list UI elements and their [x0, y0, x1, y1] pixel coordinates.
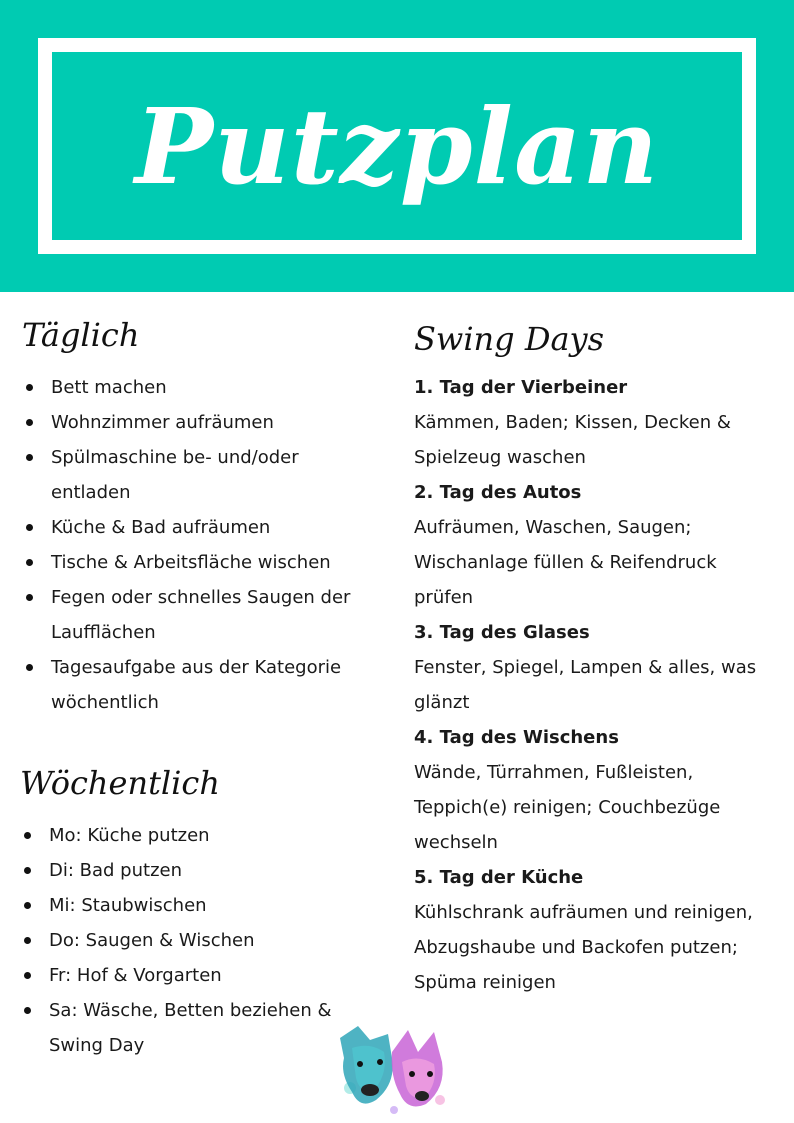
dogs-watercolor-illustration-icon [330, 1018, 460, 1118]
list-item: Tische & Arbeitsfläche wischen [22, 545, 372, 580]
swing-day-text: Fenster, Spiegel, Lampen & alles, was glänzt [414, 657, 757, 713]
swing-day-title: 3. Tag des Glases [414, 622, 590, 643]
swing-day-text: Wände, Türrahmen, Fußleisten, Teppich(e) reinigen; Couchbezüge wechseln [414, 762, 721, 853]
swing-day-text: Kühlschrank aufräumen und reinigen, Abzugshaube und Backofen putzen; Spüma reinigen [414, 902, 753, 993]
page-title: Putzplan [134, 84, 660, 208]
header-banner [0, 0, 794, 292]
swing-day-title: 2. Tag des Autos [414, 482, 582, 503]
list-item: Fegen oder schnelles Saugen der Laufflächen [22, 580, 372, 650]
swing-day-title: 4. Tag des Wischens [414, 727, 619, 748]
swing-day-text: Aufräumen, Waschen, Saugen; Wischanlage füllen & Reifendruck prüfen [414, 517, 717, 608]
list-taeglich [22, 370, 372, 720]
heading-swing-days: Swing Days [414, 320, 605, 358]
swing-day-title: 5. Tag der Küche [414, 867, 584, 888]
list-item: Spülmaschine be- und/oder entladen [22, 440, 372, 510]
list-woechentlich [20, 818, 350, 1063]
title-frame [38, 38, 756, 254]
list-item: Sa: Wäsche, Betten beziehen & Swing Day [20, 993, 350, 1063]
list-item: Bett machen [22, 370, 372, 405]
list-item: Wohnzimmer aufräumen [22, 405, 372, 440]
list-item: Mo: Küche putzen [20, 818, 350, 853]
heading-woechentlich: Wöchentlich [20, 764, 220, 802]
list-item: Di: Bad putzen [20, 853, 350, 888]
list-item: Fr: Hof & Vorgarten [20, 958, 350, 993]
list-item: Küche & Bad aufräumen [22, 510, 372, 545]
swing-day-title: 1. Tag der Vierbeiner [414, 377, 628, 398]
list-item: Tagesaufgabe aus der Kategorie wöchentlich [22, 650, 372, 720]
list-item: Mi: Staubwischen [20, 888, 350, 923]
swing-day-text: Kämmen, Baden; Kissen, Decken & Spielzeug waschen [414, 412, 731, 468]
swing-days-list [414, 370, 764, 1000]
heading-taeglich: Täglich [22, 316, 140, 354]
list-item: Do: Saugen & Wischen [20, 923, 350, 958]
